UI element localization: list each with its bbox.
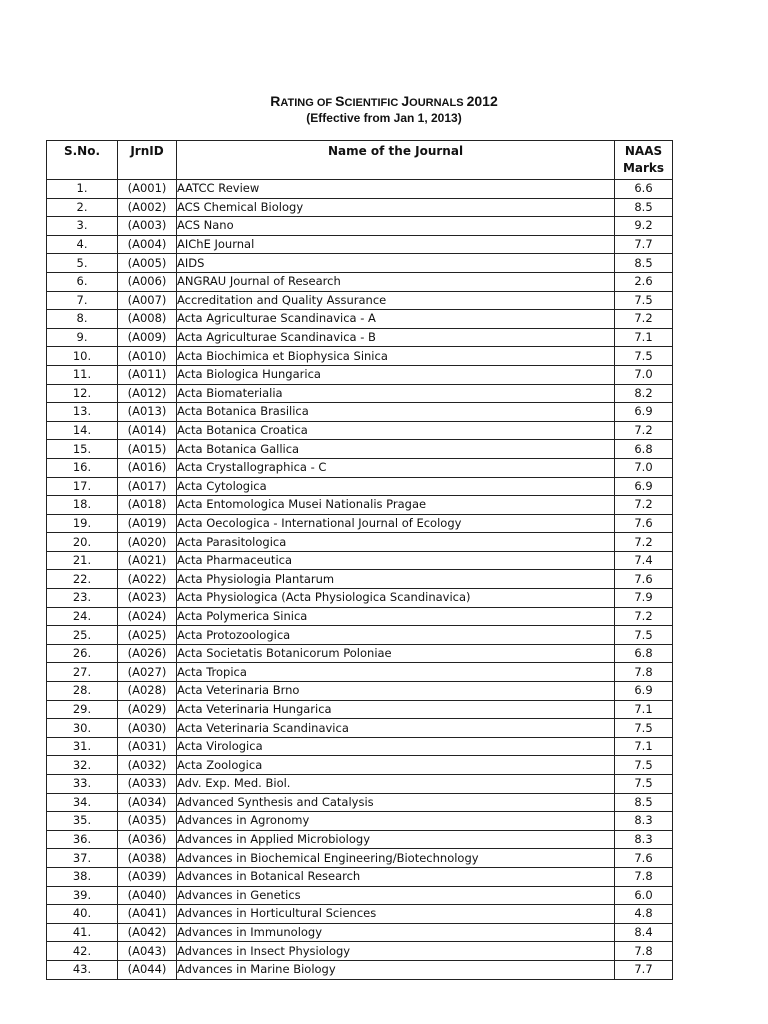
cell-serial-number: 36. [47, 830, 118, 849]
cell-journal-id: (A020) [118, 533, 177, 552]
table-row [47, 756, 673, 775]
cell-journal-name: Advances in Genetics [177, 886, 615, 905]
cell-naas-marks: 7.8 [615, 942, 673, 961]
cell-journal-name: Acta Veterinaria Scandinavica [177, 719, 615, 738]
page-title [0, 92, 768, 112]
table-row [47, 403, 673, 422]
cell-journal-id: (A032) [118, 756, 177, 775]
table-row [47, 626, 673, 645]
cell-serial-number: 29. [47, 700, 118, 719]
cell-naas-marks: 8.4 [615, 923, 673, 942]
cell-serial-number: 30. [47, 719, 118, 738]
cell-naas-marks: 8.5 [615, 198, 673, 217]
cell-journal-id: (A012) [118, 384, 177, 403]
cell-naas-marks: 7.5 [615, 291, 673, 310]
table-row [47, 217, 673, 236]
cell-naas-marks: 7.2 [615, 607, 673, 626]
table-row [47, 384, 673, 403]
table-row [47, 235, 673, 254]
cell-journal-id: (A015) [118, 440, 177, 459]
cell-journal-id: (A026) [118, 644, 177, 663]
cell-naas-marks: 6.0 [615, 886, 673, 905]
cell-journal-name: Acta Parasitologica [177, 533, 615, 552]
cell-serial-number: 1. [47, 180, 118, 199]
cell-journal-name: Advances in Marine Biology [177, 960, 615, 979]
cell-journal-name: Advances in Horticultural Sciences [177, 905, 615, 924]
cell-journal-name: AATCC Review [177, 180, 615, 199]
cell-journal-name: Acta Veterinaria Hungarica [177, 700, 615, 719]
cell-journal-id: (A011) [118, 365, 177, 384]
cell-journal-id: (A006) [118, 272, 177, 291]
table-row [47, 663, 673, 682]
cell-journal-name: AIChE Journal [177, 235, 615, 254]
cell-journal-id: (A022) [118, 570, 177, 589]
cell-journal-name: Acta Oecologica - International Journal of Ecology [177, 514, 615, 533]
cell-serial-number: 21. [47, 551, 118, 570]
cell-journal-name: Acta Crystallographica - C [177, 458, 615, 477]
cell-serial-number: 28. [47, 682, 118, 701]
title-initial: R [270, 93, 281, 109]
cell-serial-number: 17. [47, 477, 118, 496]
marks-label: Marks [622, 161, 665, 175]
table-row [47, 812, 673, 831]
title-smallcaps: ATING OF [280, 97, 336, 109]
table-row [47, 607, 673, 626]
cell-naas-marks: 7.2 [615, 310, 673, 329]
cell-journal-name: Acta Botanica Gallica [177, 440, 615, 459]
table-row [47, 923, 673, 942]
cell-journal-id: (A030) [118, 719, 177, 738]
cell-naas-marks: 6.9 [615, 403, 673, 422]
cell-serial-number: 43. [47, 960, 118, 979]
cell-journal-name: Acta Tropica [177, 663, 615, 682]
table-row [47, 886, 673, 905]
title-smallcaps: CIENTIFIC [344, 97, 402, 109]
cell-serial-number: 6. [47, 272, 118, 291]
table-row [47, 291, 673, 310]
table-row [47, 254, 673, 273]
cell-naas-marks: 8.3 [615, 812, 673, 831]
table-row [47, 570, 673, 589]
cell-serial-number: 11. [47, 365, 118, 384]
cell-serial-number: 41. [47, 923, 118, 942]
cell-journal-name: Accreditation and Quality Assurance [177, 291, 615, 310]
cell-naas-marks: 7.6 [615, 849, 673, 868]
table-row [47, 458, 673, 477]
cell-journal-id: (A023) [118, 589, 177, 608]
table-row [47, 365, 673, 384]
cell-journal-id: (A018) [118, 496, 177, 515]
cell-journal-id: (A025) [118, 626, 177, 645]
cell-serial-number: 9. [47, 328, 118, 347]
cell-naas-marks: 6.9 [615, 682, 673, 701]
table-row [47, 830, 673, 849]
cell-journal-name: Acta Agriculturae Scandinavica - A [177, 310, 615, 329]
cell-naas-marks: 8.5 [615, 254, 673, 273]
cell-serial-number: 20. [47, 533, 118, 552]
table-row [47, 905, 673, 924]
cell-naas-marks: 8.3 [615, 830, 673, 849]
cell-journal-id: (A004) [118, 235, 177, 254]
cell-serial-number: 8. [47, 310, 118, 329]
cell-naas-marks: 7.1 [615, 700, 673, 719]
table-row [47, 272, 673, 291]
cell-serial-number: 10. [47, 347, 118, 366]
cell-naas-marks: 7.5 [615, 719, 673, 738]
cell-naas-marks: 8.5 [615, 793, 673, 812]
cell-journal-id: (A016) [118, 458, 177, 477]
cell-serial-number: 24. [47, 607, 118, 626]
table-row [47, 644, 673, 663]
cell-journal-name: Advanced Synthesis and Catalysis [177, 793, 615, 812]
cell-naas-marks: 6.9 [615, 477, 673, 496]
cell-journal-id: (A040) [118, 886, 177, 905]
table-row [47, 551, 673, 570]
cell-serial-number: 2. [47, 198, 118, 217]
journal-ratings-table [46, 140, 673, 980]
cell-serial-number: 39. [47, 886, 118, 905]
cell-journal-name: ACS Chemical Biology [177, 198, 615, 217]
column-header-sno: S.No. [47, 141, 118, 180]
cell-serial-number: 34. [47, 793, 118, 812]
cell-naas-marks: 8.2 [615, 384, 673, 403]
cell-serial-number: 40. [47, 905, 118, 924]
cell-journal-name: Acta Entomologica Musei Nationalis Pragae [177, 496, 615, 515]
table-row [47, 719, 673, 738]
cell-journal-id: (A039) [118, 867, 177, 886]
cell-journal-id: (A005) [118, 254, 177, 273]
cell-serial-number: 3. [47, 217, 118, 236]
cell-journal-id: (A002) [118, 198, 177, 217]
cell-journal-name: Acta Botanica Croatica [177, 421, 615, 440]
table-header-row [47, 141, 673, 180]
cell-journal-name: Acta Pharmaceutica [177, 551, 615, 570]
cell-journal-name: Advances in Botanical Research [177, 867, 615, 886]
cell-journal-name: Advances in Applied Microbiology [177, 830, 615, 849]
cell-journal-id: (A033) [118, 775, 177, 794]
cell-journal-name: Acta Protozoologica [177, 626, 615, 645]
cell-journal-name: Advances in Biochemical Engineering/Biotechnology [177, 849, 615, 868]
cell-serial-number: 37. [47, 849, 118, 868]
table-row [47, 180, 673, 199]
cell-naas-marks: 7.2 [615, 496, 673, 515]
cell-serial-number: 42. [47, 942, 118, 961]
table-row [47, 477, 673, 496]
naas-label: NAAS [624, 144, 663, 158]
cell-journal-id: (A034) [118, 793, 177, 812]
cell-serial-number: 33. [47, 775, 118, 794]
cell-serial-number: 32. [47, 756, 118, 775]
cell-journal-id: (A027) [118, 663, 177, 682]
cell-naas-marks: 7.1 [615, 737, 673, 756]
cell-journal-name: ANGRAU Journal of Research [177, 272, 615, 291]
cell-serial-number: 26. [47, 644, 118, 663]
cell-naas-marks: 7.2 [615, 533, 673, 552]
cell-journal-id: (A019) [118, 514, 177, 533]
cell-serial-number: 16. [47, 458, 118, 477]
cell-journal-name: Advances in Insect Physiology [177, 942, 615, 961]
table-row [47, 867, 673, 886]
cell-journal-id: (A017) [118, 477, 177, 496]
table-row [47, 533, 673, 552]
column-header-journal-name: Name of the Journal [177, 141, 615, 180]
cell-serial-number: 38. [47, 867, 118, 886]
cell-serial-number: 35. [47, 812, 118, 831]
cell-serial-number: 23. [47, 589, 118, 608]
cell-serial-number: 15. [47, 440, 118, 459]
table-row [47, 514, 673, 533]
cell-journal-id: (A014) [118, 421, 177, 440]
cell-naas-marks: 7.6 [615, 570, 673, 589]
cell-serial-number: 27. [47, 663, 118, 682]
cell-serial-number: 5. [47, 254, 118, 273]
table-row [47, 198, 673, 217]
cell-journal-name: Acta Biochimica et Biophysica Sinica [177, 347, 615, 366]
cell-journal-id: (A021) [118, 551, 177, 570]
cell-naas-marks: 7.1 [615, 328, 673, 347]
cell-journal-id: (A031) [118, 737, 177, 756]
cell-journal-id: (A028) [118, 682, 177, 701]
table-row [47, 960, 673, 979]
cell-naas-marks: 7.9 [615, 589, 673, 608]
cell-naas-marks: 7.5 [615, 626, 673, 645]
cell-journal-name: Acta Biomaterialia [177, 384, 615, 403]
cell-journal-id: (A007) [118, 291, 177, 310]
cell-journal-id: (A043) [118, 942, 177, 961]
cell-serial-number: 19. [47, 514, 118, 533]
cell-serial-number: 4. [47, 235, 118, 254]
cell-journal-name: Acta Polymerica Sinica [177, 607, 615, 626]
cell-journal-name: ACS Nano [177, 217, 615, 236]
table-row [47, 942, 673, 961]
cell-journal-name: Acta Agriculturae Scandinavica - B [177, 328, 615, 347]
table-row [47, 775, 673, 794]
cell-journal-name: Adv. Exp. Med. Biol. [177, 775, 615, 794]
cell-journal-name: Advances in Immunology [177, 923, 615, 942]
table-row [47, 682, 673, 701]
table-row [47, 310, 673, 329]
cell-naas-marks: 6.8 [615, 644, 673, 663]
column-header-jrnid: JrnID [118, 141, 177, 180]
table-body [47, 180, 673, 980]
cell-serial-number: 25. [47, 626, 118, 645]
cell-naas-marks: 2.6 [615, 272, 673, 291]
cell-serial-number: 31. [47, 737, 118, 756]
cell-naas-marks: 7.5 [615, 347, 673, 366]
cell-journal-id: (A001) [118, 180, 177, 199]
cell-naas-marks: 7.4 [615, 551, 673, 570]
cell-naas-marks: 6.6 [615, 180, 673, 199]
cell-journal-id: (A036) [118, 830, 177, 849]
cell-journal-name: Acta Virologica [177, 737, 615, 756]
cell-naas-marks: 7.2 [615, 421, 673, 440]
cell-journal-id: (A013) [118, 403, 177, 422]
cell-journal-id: (A029) [118, 700, 177, 719]
title-initial: S [335, 93, 345, 109]
title-initial: J [401, 93, 410, 109]
cell-naas-marks: 6.8 [615, 440, 673, 459]
cell-journal-name: Acta Physiologia Plantarum [177, 570, 615, 589]
table-row [47, 589, 673, 608]
table-row [47, 347, 673, 366]
cell-naas-marks: 7.0 [615, 365, 673, 384]
cell-journal-name: Acta Zoologica [177, 756, 615, 775]
cell-journal-name: Acta Societatis Botanicorum Poloniae [177, 644, 615, 663]
table-row [47, 440, 673, 459]
page-subtitle: (Effective from Jan 1, 2013) [306, 111, 462, 125]
table-row [47, 328, 673, 347]
cell-journal-id: (A042) [118, 923, 177, 942]
cell-journal-name: Acta Cytologica [177, 477, 615, 496]
cell-journal-id: (A024) [118, 607, 177, 626]
cell-serial-number: 12. [47, 384, 118, 403]
cell-naas-marks: 7.7 [615, 960, 673, 979]
cell-journal-id: (A041) [118, 905, 177, 924]
cell-journal-id: (A010) [118, 347, 177, 366]
cell-journal-id: (A003) [118, 217, 177, 236]
cell-serial-number: 18. [47, 496, 118, 515]
cell-serial-number: 22. [47, 570, 118, 589]
cell-journal-name: AIDS [177, 254, 615, 273]
cell-naas-marks: 7.8 [615, 663, 673, 682]
column-header-naas-marks [615, 141, 673, 180]
cell-naas-marks: 9.2 [615, 217, 673, 236]
table-row [47, 421, 673, 440]
cell-naas-marks: 7.8 [615, 867, 673, 886]
cell-journal-id: (A035) [118, 812, 177, 831]
cell-journal-name: Acta Physiologica (Acta Physiologica Scandinavica) [177, 589, 615, 608]
table-row [47, 700, 673, 719]
title-year: 2012 [466, 93, 498, 109]
title-smallcaps: OURNALS [409, 97, 467, 109]
cell-naas-marks: 7.0 [615, 458, 673, 477]
cell-naas-marks: 7.5 [615, 756, 673, 775]
cell-journal-name: Acta Biologica Hungarica [177, 365, 615, 384]
table-row [47, 496, 673, 515]
table-row [47, 849, 673, 868]
cell-journal-id: (A009) [118, 328, 177, 347]
cell-journal-id: (A044) [118, 960, 177, 979]
cell-naas-marks: 7.7 [615, 235, 673, 254]
cell-naas-marks: 7.6 [615, 514, 673, 533]
cell-naas-marks: 7.5 [615, 775, 673, 794]
cell-serial-number: 13. [47, 403, 118, 422]
cell-journal-id: (A008) [118, 310, 177, 329]
table-row [47, 737, 673, 756]
cell-naas-marks: 4.8 [615, 905, 673, 924]
table-row [47, 793, 673, 812]
cell-serial-number: 14. [47, 421, 118, 440]
cell-journal-name: Acta Veterinaria Brno [177, 682, 615, 701]
cell-journal-name: Advances in Agronomy [177, 812, 615, 831]
cell-journal-id: (A038) [118, 849, 177, 868]
cell-serial-number: 7. [47, 291, 118, 310]
cell-journal-name: Acta Botanica Brasilica [177, 403, 615, 422]
